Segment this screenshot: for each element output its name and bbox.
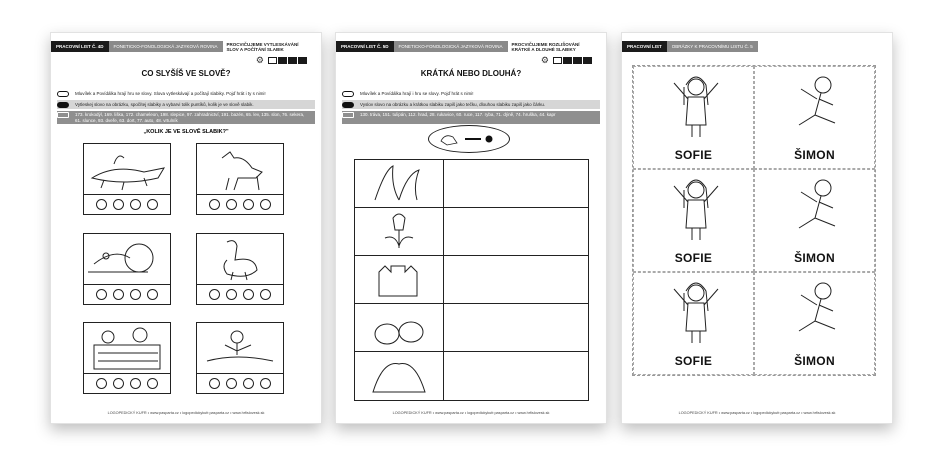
- syllable-card: [83, 143, 171, 217]
- card-name: SOFIE: [674, 354, 713, 368]
- answer-table: [354, 159, 589, 401]
- footer-text: LOGOPEDICKÝ KUFR • www.pasparta.cz • logopedickykufr.pasparta.cz • www.hrfislovesk.sk: [107, 411, 265, 415]
- page-title: KRÁTKÁ NEBO DLOUHÁ?: [420, 69, 522, 78]
- worksheet-page-2: [335, 32, 607, 424]
- instruction-1: Mluvílek a Povídálka hrají hru se slovy. Slova vytleskávají a počítají slabiky. Pojď hrát i ty s nimi!: [57, 89, 315, 98]
- gear-icon: ⚙: [540, 55, 549, 65]
- boy-illustration: [787, 174, 847, 244]
- sheet-category: FONETICKO-FONOLOGICKÁ JAZYKOVÁ ROVINA: [394, 41, 508, 52]
- footer-text: LOGOPEDICKÝ KUFR • www.pasparta.cz • logopedickykufr.pasparta.cz • www.hrfislovesk.sk: [678, 411, 836, 415]
- sheet-category: FONETICKO-FONOLOGICKÁ JAZYKOVÁ ROVINA: [109, 41, 223, 52]
- name-card-sofie: [633, 272, 754, 375]
- sheet-header: [622, 41, 758, 52]
- card-name: ŠIMON: [794, 148, 835, 162]
- name-card-simon: [754, 169, 875, 272]
- syllable-card: [83, 233, 171, 307]
- sheet-header: [51, 41, 307, 52]
- gear-icon: ⚙: [255, 55, 264, 65]
- lips-icon: [342, 91, 354, 97]
- page-title: CO SLYŠÍŠ VE SLOVĚ?: [141, 69, 231, 78]
- syllable-card: [196, 233, 284, 307]
- syllable-card: [196, 143, 284, 217]
- sheet-header: [336, 41, 592, 52]
- name-card-simon: [754, 66, 875, 169]
- sheet-label: PRACOVNÍ LIST Č. 4D: [51, 41, 109, 52]
- instruction-2: Vytleskej slovo na obrázku, spočítej slabiky a vybarvi tolik puntíků, kolik je ve slově slabik.: [57, 100, 315, 109]
- lips-icon: [57, 91, 69, 97]
- instruction-3: 130. tráva, 151. tulipán, 112. hrad, 28. rukavice, 60. ruce, 117. ryba, 71. dýně, 74. hruška, 44. kapr: [342, 111, 600, 124]
- instruction-3: 173. krokodýl, 169. liška, 172. chameleon, 198. slepice, 97. zahradnictví, 191. bazén, 65. lev, 135. slon, 76. sekera, 61. slunce, 93. dveře, 63. dort, 77. auto, 48. vrtulník: [57, 111, 315, 124]
- name-card-sofie: [633, 66, 754, 169]
- sheet-subtitle: PROCVIČUJEME VYTLESKÁVÁNÍ SLOV A POČÍTÁNÍ SLABIK: [226, 41, 299, 52]
- worksheet-page-1: [50, 32, 322, 424]
- sheet-label: PRACOVNÍ LIST Č. 5D: [336, 41, 394, 52]
- toggle-icon: [57, 102, 69, 108]
- card-icon: [342, 112, 354, 118]
- card-name: ŠIMON: [794, 354, 835, 368]
- boy-illustration: [787, 71, 847, 141]
- sheet-label: PRACOVNÍ LIST: [622, 41, 667, 52]
- syllable-card: [83, 322, 171, 396]
- sheet-subtitle: PROCVIČUJEME ROZLIŠOVÁNÍ KRÁTKÉ A DLOUHÉ SLABIKY: [511, 41, 580, 52]
- worksheet-page-3: [621, 32, 893, 424]
- difficulty-indicator: [541, 55, 592, 66]
- card-name: SOFIE: [674, 251, 713, 265]
- sheet-category: OBRÁZKY K PRACOVNÍMU LISTU Č. 5: [667, 41, 758, 52]
- instruction-2: Vyslov slovo na obrázku a krátkou slabiku zapiš jako tečku, dlouhou slabiku zapiš jako čárku.: [342, 100, 600, 109]
- girl-illustration: [666, 277, 726, 347]
- toggle-icon: [342, 102, 354, 108]
- footer-text: LOGOPEDICKÝ KUFR • www.pasparta.cz • logopedickykufr.pasparta.cz • www.hrfislovesk.sk: [392, 411, 550, 415]
- name-card-simon: [754, 272, 875, 375]
- girl-illustration: [666, 71, 726, 141]
- speech-bubble: [428, 125, 510, 153]
- syllable-card: [196, 322, 284, 396]
- name-card-sofie: [633, 169, 754, 272]
- card-icon: [57, 112, 69, 118]
- boy-illustration: [787, 277, 847, 347]
- instruction-1: Mluvílek a Povídálka hrají i hru se slovy. Pojď hrát s nimi!: [342, 89, 600, 98]
- difficulty-indicator: [256, 55, 307, 66]
- card-name: ŠIMON: [794, 251, 835, 265]
- section-title: „KOLIK JE VE SLOVĚ SLABIK?": [143, 129, 229, 135]
- cut-out-cards: [632, 65, 876, 376]
- card-name: SOFIE: [674, 148, 713, 162]
- girl-illustration: [666, 174, 726, 244]
